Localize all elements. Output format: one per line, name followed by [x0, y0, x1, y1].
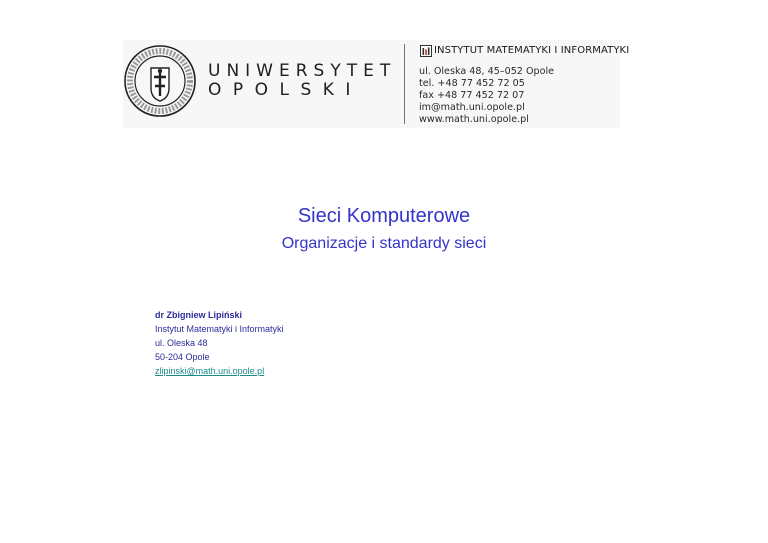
institute-address: ul. Oleska 48, 45–052 Opole: [419, 66, 555, 77]
author-name: dr Zbigniew Lipiński: [155, 310, 243, 320]
institute-website: www.math.uni.opole.pl: [419, 114, 529, 126]
author-institute: Instytut Matematyki i Informatyki: [155, 324, 284, 334]
institute-logo-icon: [420, 45, 432, 57]
university-name: [208, 62, 396, 100]
university-name-line2: OPOLSKI: [208, 80, 362, 100]
institute-tel: tel. +48 77 452 72 05: [419, 78, 525, 90]
header-divider: [404, 44, 405, 124]
slide-title: Sieci Komputerowe: [297, 205, 471, 227]
university-name-line1: UNIWERSYTET: [208, 61, 397, 81]
author-block: [155, 308, 284, 378]
institute-fax: fax +48 77 452 72 07: [419, 90, 525, 102]
author-email-link[interactable]: zlipinski@math.uni.opole.pl: [155, 366, 265, 376]
university-seal-icon: [123, 44, 197, 118]
institute-title: INSTYTUT MATEMATYKI I INFORMATYKI: [434, 45, 630, 56]
slide-subtitle: Organizacje i standardy sieci: [281, 235, 487, 252]
institute-contact: [419, 66, 554, 126]
institute-email: im@math.uni.opole.pl: [419, 102, 525, 114]
author-street: ul. Oleska 48: [155, 338, 208, 348]
author-city: 50-204 Opole: [155, 352, 210, 362]
